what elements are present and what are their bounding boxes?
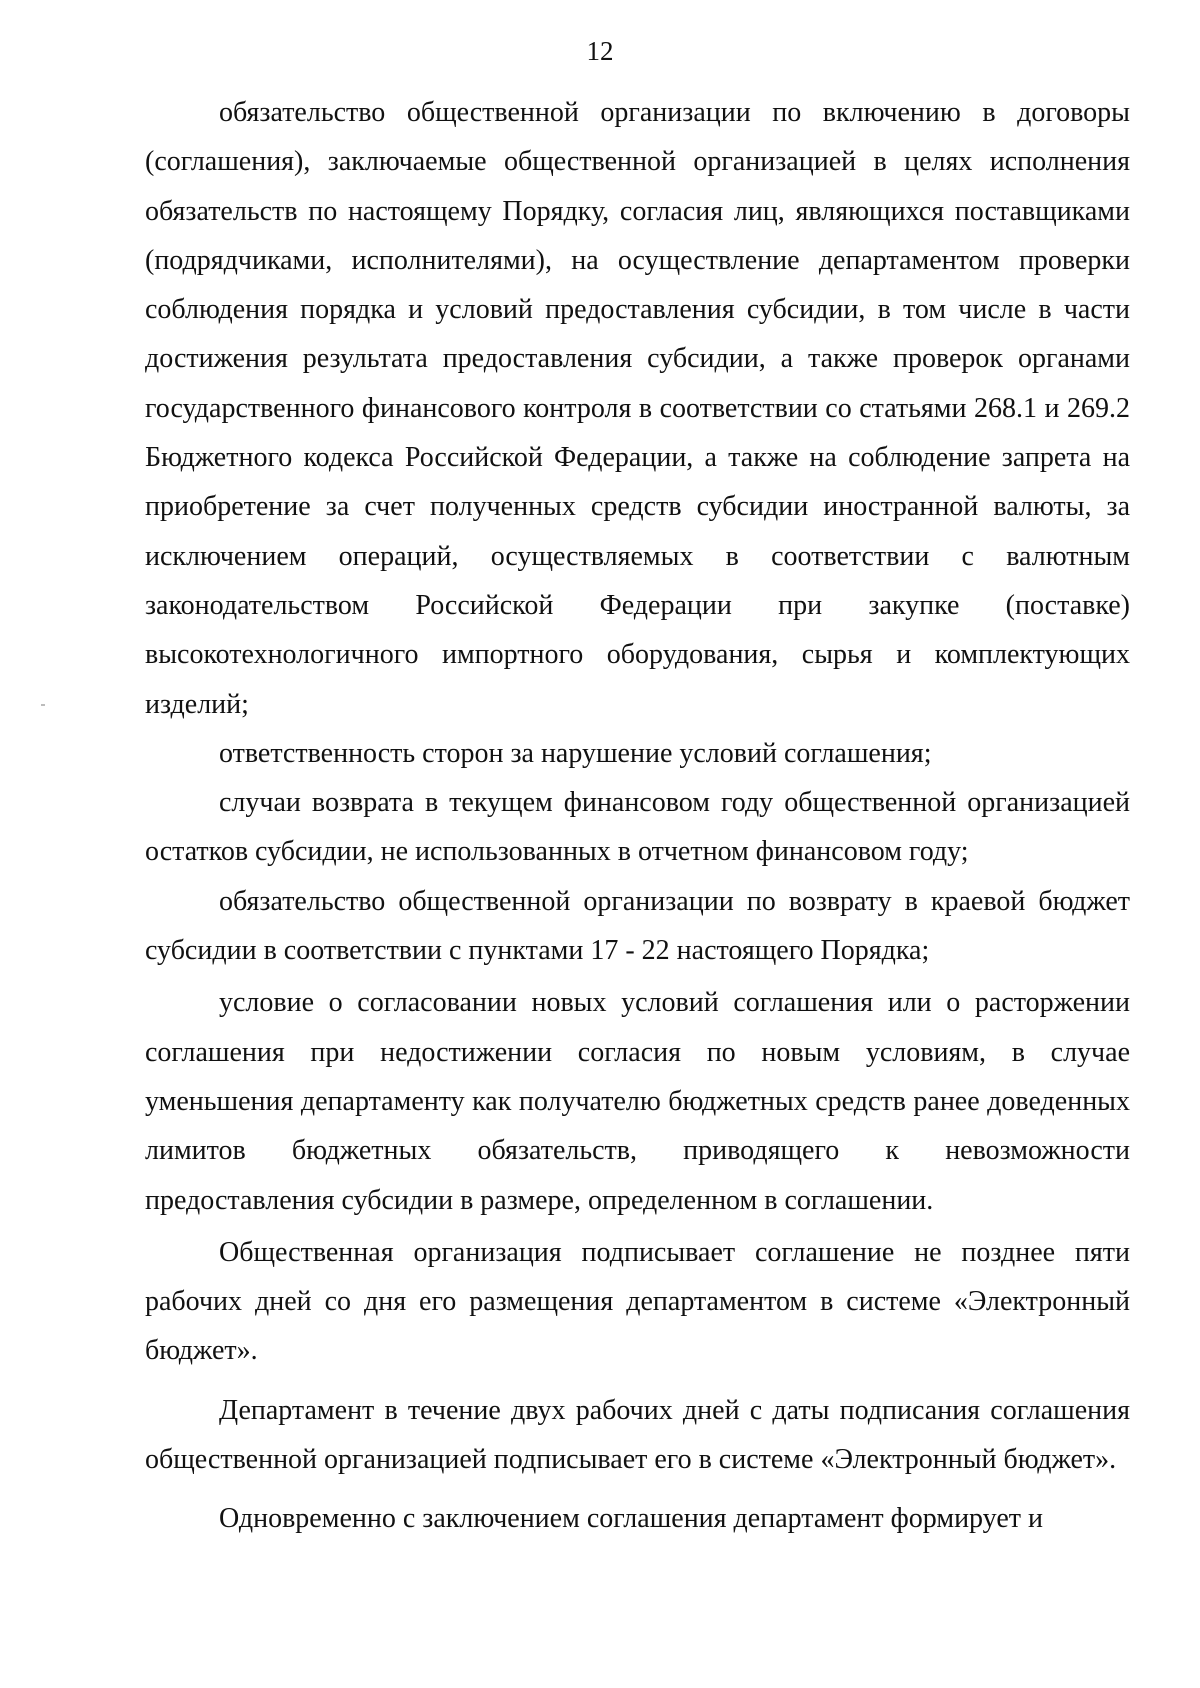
page-number: 12	[586, 36, 614, 66]
paragraph-return-cases: случаи возврата в текущем финансовом году общественной организацией остатков субсидии, не использованных в отчетном финансовом году;	[145, 787, 1130, 868]
paragraph-responsibility: ответственность сторон за нарушение условий соглашения;	[219, 737, 932, 769]
paragraph-return-obligation: обязательство общественной организации по возврату в краевой бюджет субсидии в соответствии с пунктами 17 - 22 настоящего Порядка;	[145, 885, 1130, 967]
paragraph-new-conditions: условие о согласовании новых условий соглашения или о расторжении соглашения при недостижении согласия по новым условиям, в случае уменьшения департаменту как получателю бюджетных средств ранее доведенных лимитов бюджетных обязательств, приводящего к невозможности предоставления субсидии в размере, определенном в соглашении.	[145, 987, 1130, 1216]
scan-margin-mark	[41, 704, 45, 706]
paragraph-department-signing: Департамент в течение двух рабочих дней с даты подписания соглашения общественной организацией подписывает его в системе «Электронный бюджет».	[145, 1394, 1130, 1476]
paragraph-signing-deadline: Общественная организация подписывает соглашение не позднее пяти рабочих дней со дня его размещения департаментом в системе «Электронный бюджет».	[145, 1236, 1130, 1367]
document-body	[145, 88, 1130, 1544]
paragraph-simultaneous: Одновременно с заключением соглашения департамент формирует и	[219, 1503, 1043, 1535]
paragraph-obligation-contracts: обязательство общественной организации по включению в договоры (соглашения), заключаемые общественной организацией в целях исполнения обязательств по настоящему Порядку, согласия лиц, являющихся поставщиками (подрядчиками, исполнителями), на осуществление департаментом проверки соблюдения порядка и условий предоставления субсидии, в том числе в части достижения результата предоставления субсидии, а также проверок органами государственного финансового контроля в соответствии со статьями 268.1 и 269.2 Бюджетного кодекса Российской Федерации, а также на соблюдение запрета на приобретение за счет полученных средств субсидии иностранной валюты, за исключением операций, осуществляемых в соответствии с валютным законодательством Российской Федерации при закупке (поставке) высокотехнологичного импортного оборудования, сырья и комплектующих изделий;	[145, 97, 1130, 720]
